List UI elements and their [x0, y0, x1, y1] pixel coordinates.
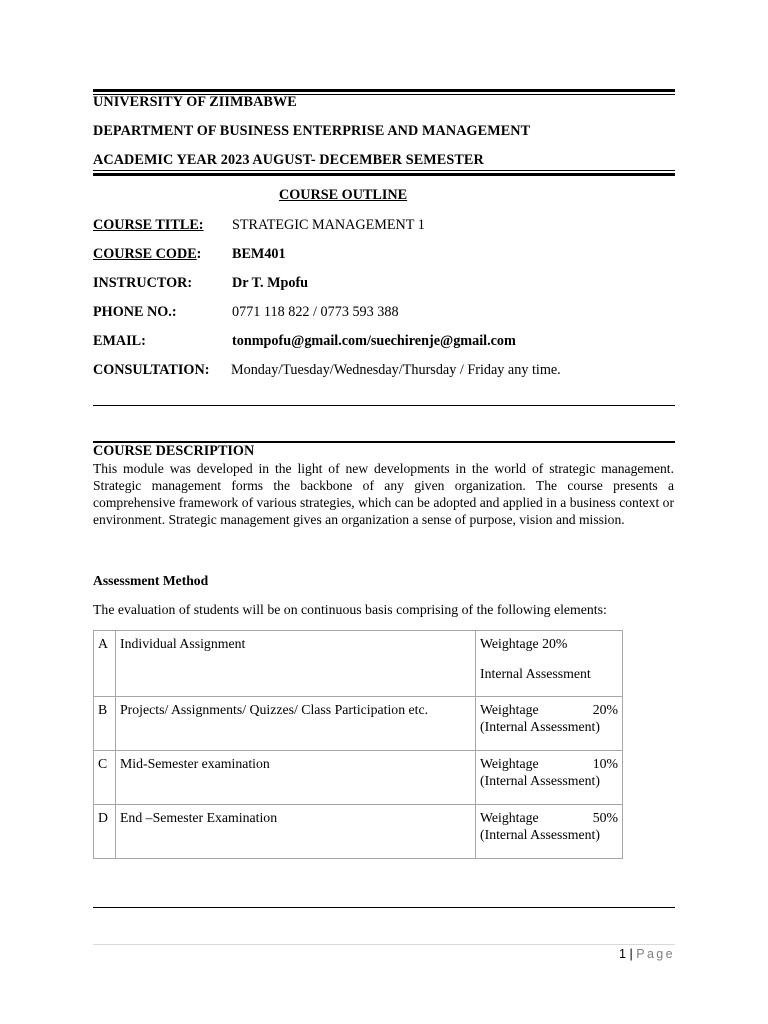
bottom-divider — [93, 907, 675, 908]
weight-note: Internal Assessment — [480, 666, 591, 681]
weight-line — [480, 635, 618, 652]
row-weight — [476, 697, 623, 751]
row-item: Mid-Semester examination — [116, 751, 476, 805]
row-letter: B — [94, 697, 116, 751]
row-weight — [476, 751, 623, 805]
email-label: EMAIL: — [93, 333, 146, 349]
weight-percent: 10% — [592, 756, 618, 771]
row-letter: A — [94, 631, 116, 697]
department-name: DEPARTMENT OF BUSINESS ENTERPRISE AND MANAGEMENT — [93, 123, 531, 139]
assessment-table — [93, 630, 623, 859]
academic-year: ACADEMIC YEAR 2023 AUGUST- DECEMBER SEMESTER — [93, 152, 484, 168]
course-code-colon: : — [196, 246, 202, 262]
row-letter: C — [94, 751, 116, 805]
row-weight — [476, 631, 623, 697]
phone-label: PHONE NO.: — [93, 304, 177, 320]
row-item: Individual Assignment — [116, 631, 476, 697]
footer-rule — [93, 944, 675, 945]
course-code-label-group — [93, 246, 201, 263]
info-divider — [93, 405, 675, 406]
weight-note: (Internal Assessment) — [480, 719, 600, 734]
course-title-label: COURSE TITLE: — [93, 217, 204, 233]
row-letter: D — [94, 805, 116, 859]
course-code-label: COURSE CODE — [93, 246, 197, 262]
instructor-value: Dr T. Mpofu — [232, 275, 309, 291]
row-item: End –Semester Examination — [116, 805, 476, 859]
assessment-method-heading: Assessment Method — [93, 573, 209, 588]
page-word: Page — [636, 947, 675, 961]
weight-label: Weightage — [480, 702, 539, 717]
email-value[interactable]: tonmpofu@gmail.com/suechirenje@gmail.com — [232, 333, 516, 349]
weight-note: (Internal Assessment) — [480, 827, 600, 842]
weight-label: Weightage 20% — [480, 636, 568, 651]
weight-line — [480, 701, 618, 718]
table-row — [94, 631, 623, 697]
weight-label: Weightage — [480, 756, 539, 771]
course-outline-title: COURSE OUTLINE — [279, 187, 408, 203]
table-row — [94, 697, 623, 751]
weight-label: Weightage — [480, 810, 539, 825]
weight-line — [480, 755, 618, 772]
table-row — [94, 751, 623, 805]
row-weight — [476, 805, 623, 859]
university-name: UNIVERSITY OF ZIIMBABWE — [93, 94, 297, 110]
course-description-heading: COURSE DESCRIPTION — [93, 443, 255, 459]
page-number: 1 — [619, 947, 626, 961]
weight-percent: 50% — [592, 810, 618, 825]
course-code-value: BEM401 — [232, 246, 286, 262]
consultation-value: Monday/Tuesday/Wednesday/Thursday / Friday any time. — [231, 362, 561, 378]
course-description-text: This module was developed in the light of new developments in the world of strategic management. Strategic management forms the backbone of any given organization. The course presents a comprehensive framework of various strategies, which can be adopted and applied in a business context or environment. Strategic management gives an organization a sense of purpose, vision and mission. — [93, 461, 674, 527]
course-title-value: STRATEGIC MANAGEMENT 1 — [232, 217, 425, 233]
instructor-label: INSTRUCTOR: — [93, 275, 193, 291]
table-row — [94, 805, 623, 859]
page-footer — [619, 947, 675, 961]
weight-line — [480, 809, 618, 826]
row-item: Projects/ Assignments/ Quizzes/ Class Participation etc. — [116, 697, 476, 751]
assessment-intro: The evaluation of students will be on continuous basis comprising of the following elements: — [93, 602, 607, 617]
phone-value: 0771 118 822 / 0773 593 388 — [232, 304, 399, 320]
page-separator: | — [629, 947, 633, 961]
weight-note: (Internal Assessment) — [480, 773, 600, 788]
consultation-label: CONSULTATION: — [93, 362, 210, 378]
weight-percent: 20% — [592, 702, 618, 717]
